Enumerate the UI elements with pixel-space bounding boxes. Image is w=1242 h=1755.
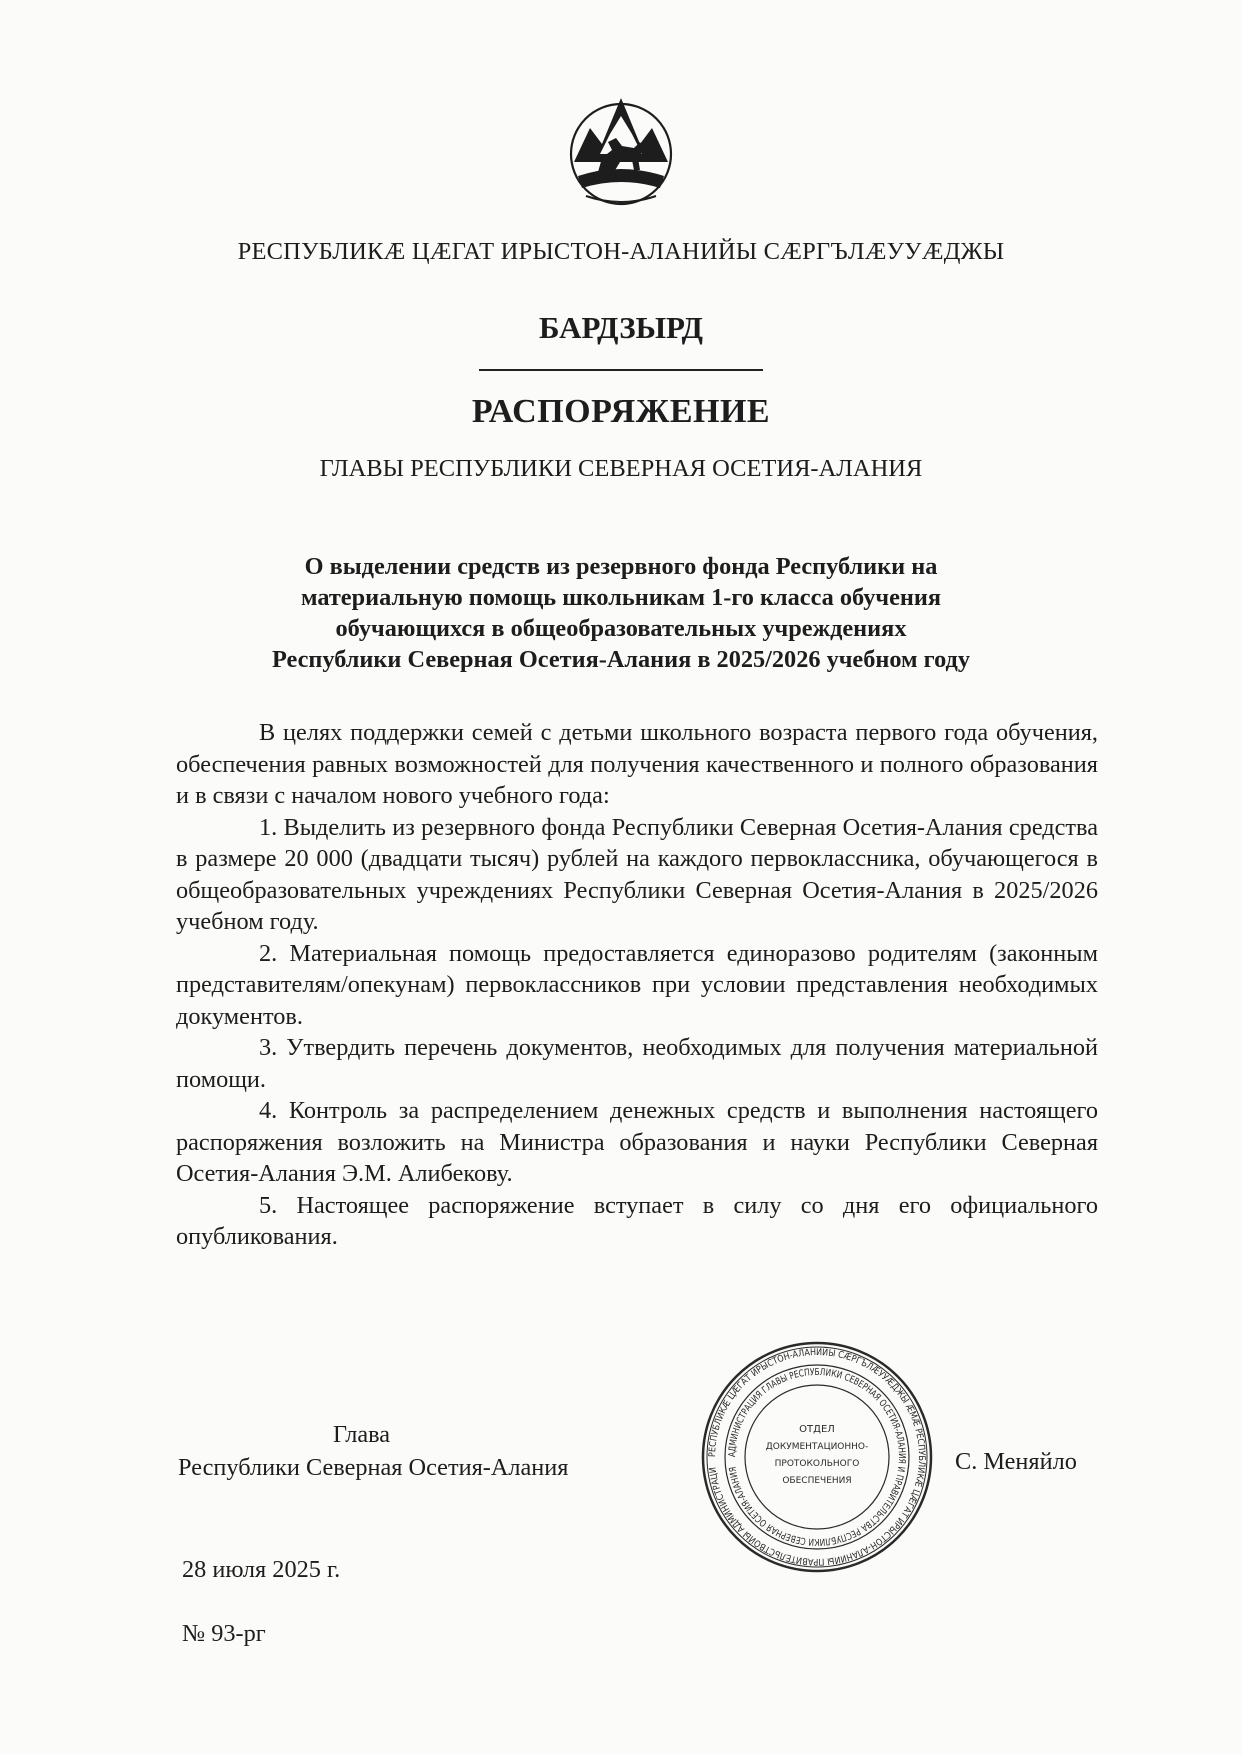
seal-center-line: ОТДЕЛ xyxy=(799,1424,835,1435)
issuer-line: ГЛАВЫ РЕСПУБЛИКИ СЕВЕРНАЯ ОСЕТИЯ-АЛАНИЯ xyxy=(319,455,923,482)
subject-line: обучающихся в общеобразовательных учреждениях xyxy=(335,615,907,642)
svg-text:РЕСПУБЛИКÆ ЦÆГАТ ИРЫСТОН-АЛАНИ xyxy=(707,1346,927,1567)
order-item: 3. Утвердить перечень документов, необходимых для получения материальной помощи. xyxy=(176,1034,1098,1093)
document-body xyxy=(176,717,1098,1253)
signatory-position-line: Глава xyxy=(333,1421,391,1448)
seal-center-line: ОБЕСПЕЧЕНИЯ xyxy=(782,1476,852,1486)
republic-emblem xyxy=(568,92,674,210)
order-item: 1. Выделить из резервного фонда Республики Северная Осетия-Алания средства в размере 20 000 (двадцати тысяч) рублей на каждого первоклассника, обучающегося в общеобразовательных учреждениях Республики Северная Осетия-Алания в 2025/2026 учебном году. xyxy=(176,813,1098,935)
document-subject xyxy=(170,551,1072,675)
subject-line: О выделении средств из резервного фонда Республики на xyxy=(304,553,938,580)
svg-text:АДМИНИСТРАЦИЯ ГЛАВЫ РЕСПУБЛИКИ xyxy=(727,1367,907,1547)
seal-center-line: ДОКУМЕНТАЦИОННО- xyxy=(765,1442,869,1452)
document-type-ossetian: БАРДЗЫРД xyxy=(539,310,703,345)
document-date: 28 июля 2025 г. xyxy=(182,1556,341,1583)
order-item: 4. Контроль за распределением денежных средств и выполнения настоящего распоряжения возложить на Министра образования и науки Республики Северная Осетия-Алания Э.М. Алибекову. xyxy=(176,1097,1098,1187)
signatory-position-line: Республики Северная Осетия-Алания xyxy=(178,1454,569,1481)
document-number: № 93-рг xyxy=(182,1620,266,1647)
order-item: 2. Материальная помощь предоставляется единоразово родителям (законным представителям/опекунам) первоклассников при условии представления необходимых документов. xyxy=(176,939,1098,1030)
signatory-position xyxy=(178,1418,638,1484)
preamble-paragraph: В целях поддержки семей с детьми школьного возраста первого года обучения, обеспечения равных возможностей для получения качественного и полного образования и в связи с началом нового учебного года: xyxy=(176,719,1098,809)
order-item: 5. Настоящее распоряжение вступает в силу со дня его официального опубликования. xyxy=(176,1191,1098,1250)
seal-outer-text: РЕСПУБЛИКÆ ЦÆГАТ ИРЫСТОН-АЛАНИЙЫ СÆРГЪЛÆУУÆДЖЫ ÆМÆ РЕСПУБЛИКÆ ЦÆГАТ ИРЫСТОН-АЛАНИЙЫ ПРАВИТЕЛЬСТВОЙЫ АДМИНИСТРАЦИ xyxy=(706,1346,928,1568)
seal-center-line: ПРОТОКОЛЬНОГО xyxy=(774,1459,860,1469)
official-seal xyxy=(700,1340,934,1574)
title-divider xyxy=(479,369,763,371)
subject-line: Республики Северная Осетия-Алания в 2025/2026 учебном году xyxy=(272,646,970,673)
republic-header-ossetian: РЕСПУБЛИКÆ ЦÆГАТ ИРЫСТОН-АЛАНИЙЫ СÆРГЪЛÆУУÆДЖЫ xyxy=(237,238,1005,265)
subject-line: материальную помощь школьникам 1-го класса обучения xyxy=(300,584,942,611)
signatory-name: С. Меняйло xyxy=(955,1448,1077,1475)
document-type-title: РАСПОРЯЖЕНИЕ xyxy=(471,393,771,430)
seal-inner-text: АДМИНИСТРАЦИЯ ГЛАВЫ РЕСПУБЛИКИ СЕВЕРНАЯ ОСЕТИЯ-АЛАНИЯ И ПРАВИТЕЛЬСТВА РЕСПУБЛИКИ СЕВЕРНАЯ ОСЕТИЯ-АЛАНИЯ xyxy=(726,1366,908,1548)
